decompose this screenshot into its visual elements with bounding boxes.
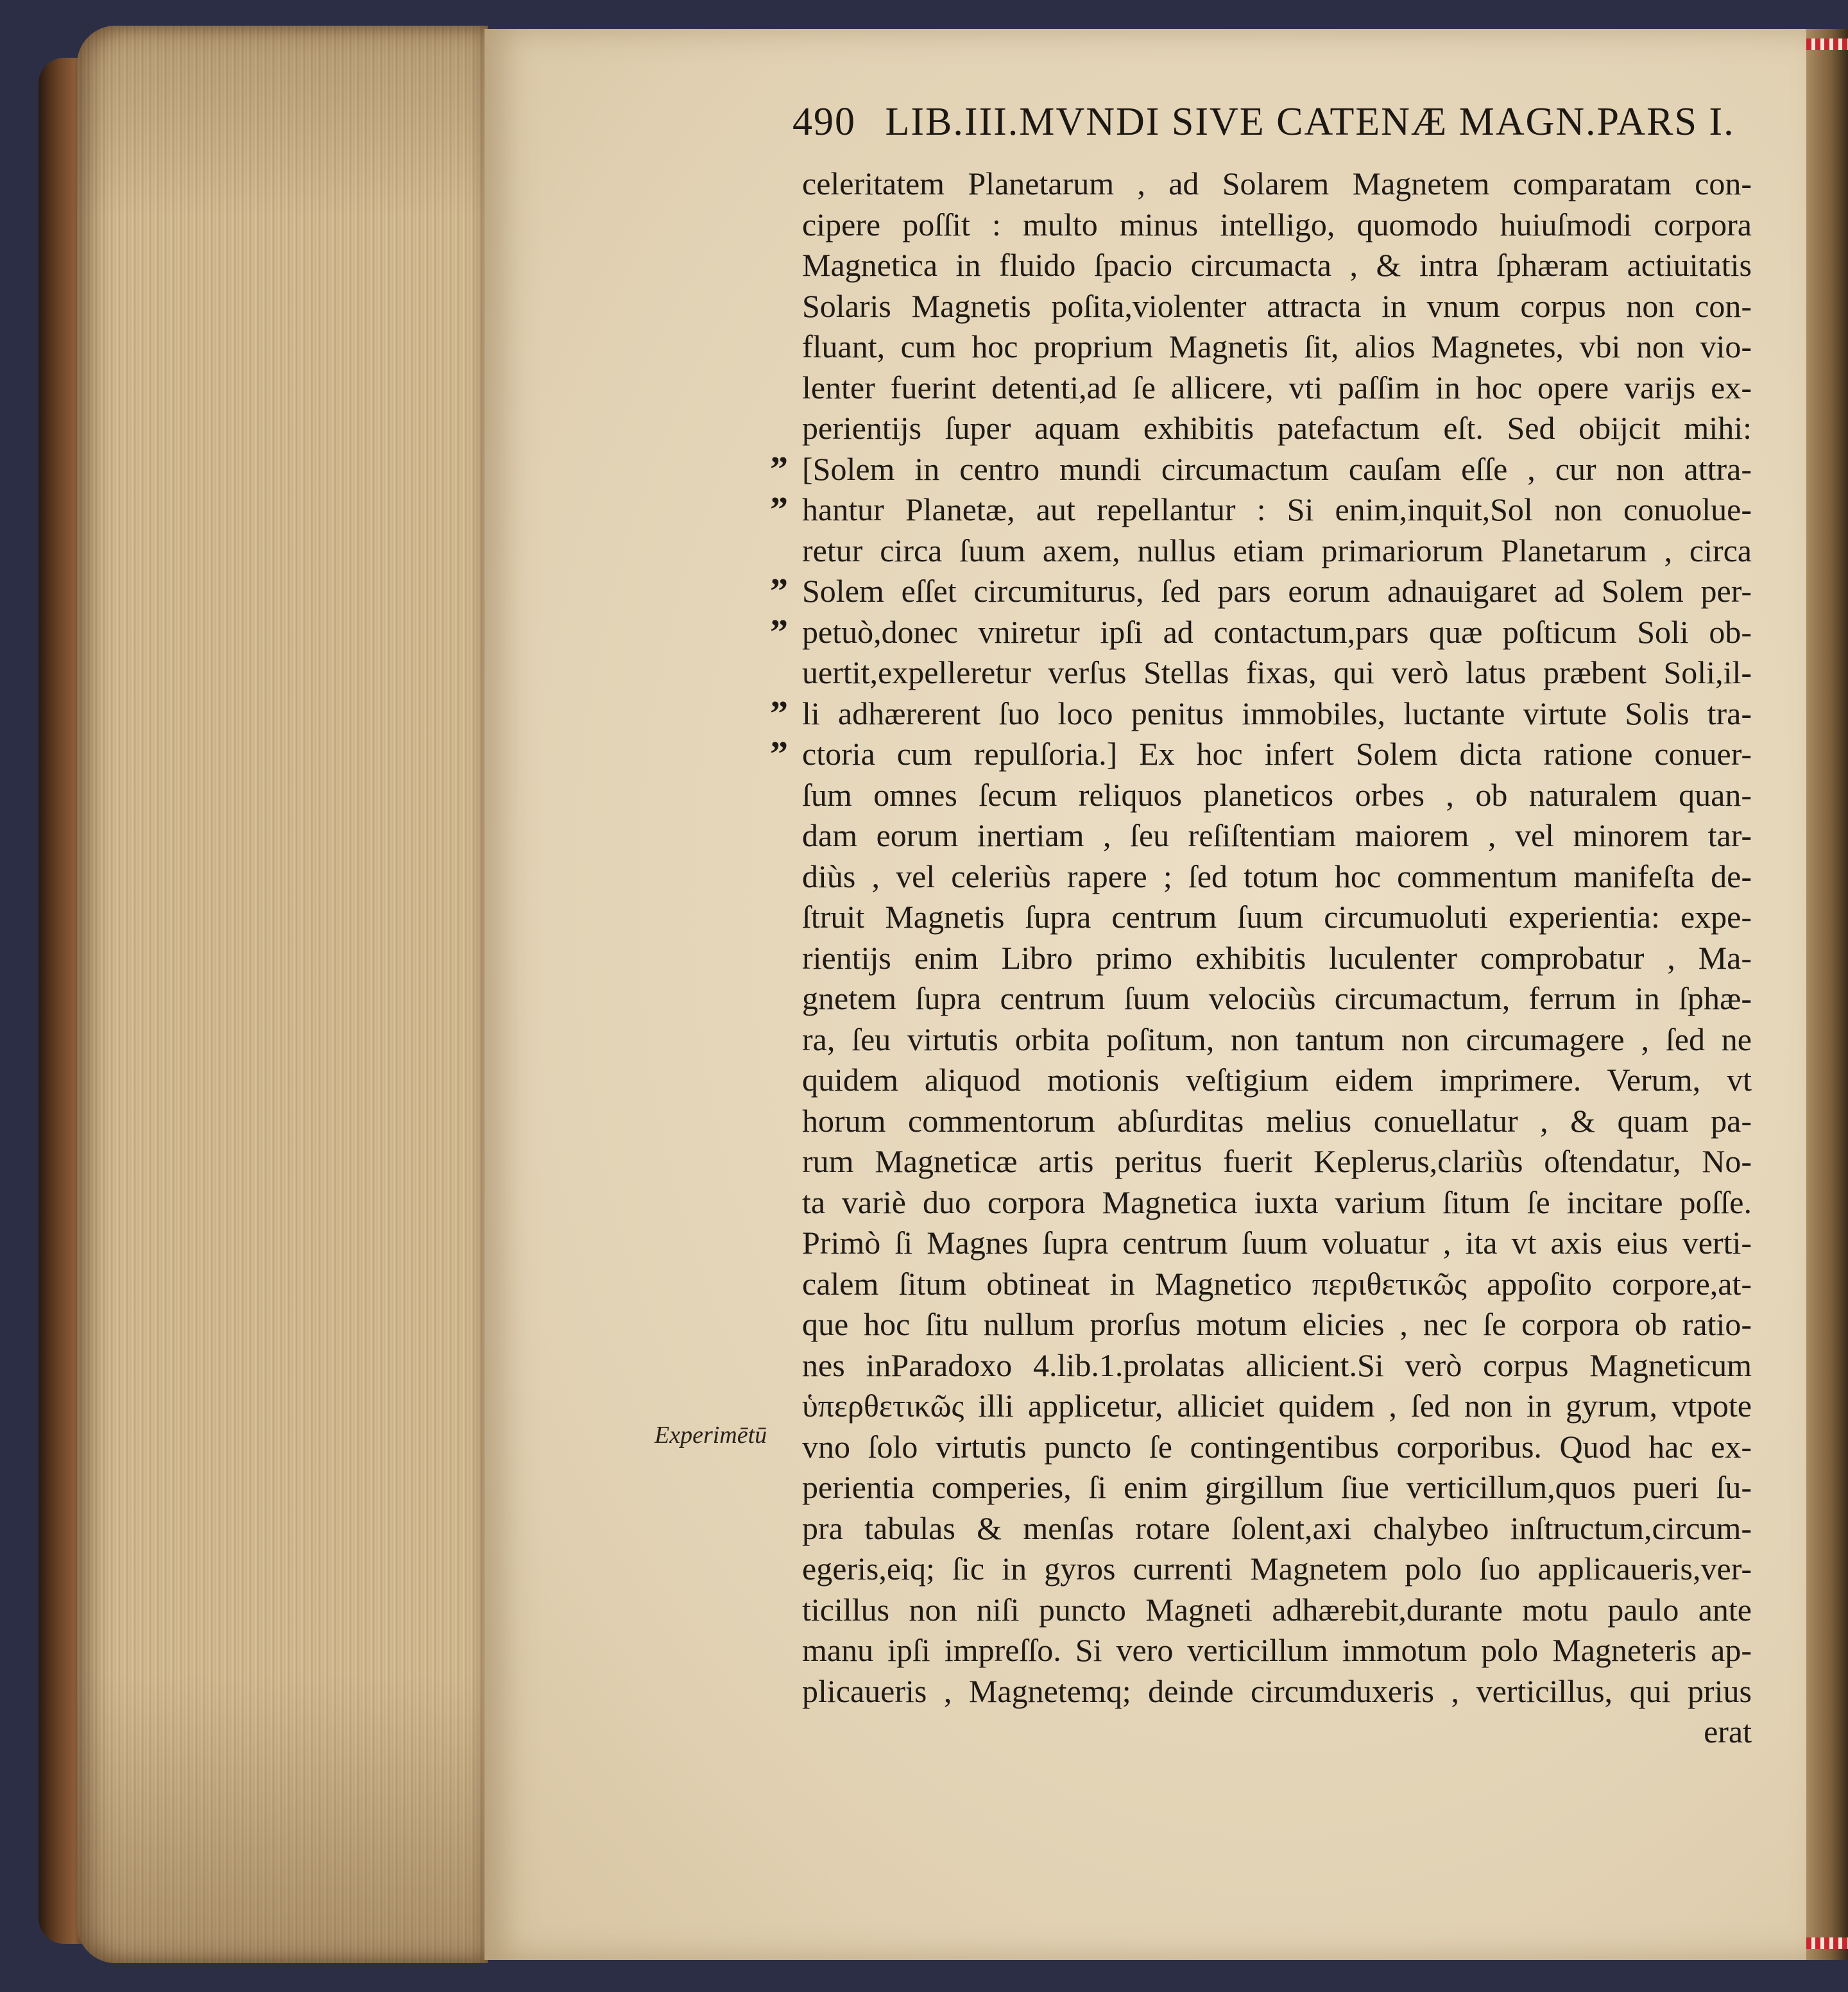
text-line: egeris,eiq; ſic in gyros currenti Magnetem polo ſuo applicaueris,ver-	[802, 1551, 1752, 1587]
text-line: Magnetica in fluido ſpacio circumacta , & intra ſphæram actiuitatis	[802, 247, 1752, 283]
text-line: ta variè duo corpora Magnetica iuxta varium ſitum ſe incitare poſſe.	[802, 1184, 1752, 1220]
text-line: li adhærerent ſuo loco penitus immobiles, luctante virtute Solis tra-	[802, 695, 1752, 731]
text-line: ſum omnes ſecum reliquos planeticos orbes , ob naturalem quan-	[802, 776, 1752, 813]
text-line: dam eorum inertiam , ſeu reſiſtentiam maiorem , vel minorem tar-	[802, 817, 1752, 853]
bookmark-ribbon-bottom	[1806, 1937, 1848, 1949]
text-line: lenter fuerint detenti,ad ſe allicere, vti paſſim in hoc opere varijs ex-	[802, 369, 1752, 405]
text-line: petuò,donec vniretur ipſi ad contactum,pars quæ poſticum Soli ob-	[802, 613, 1752, 650]
page-block-edges	[77, 26, 488, 1963]
text-line: uertit,expelleretur verſus Stellas fixas, qui verò latus præbent Soli,il-	[802, 654, 1752, 690]
text-line: ra, ſeu virtutis orbita poſitum, non tantum non circumagere , ſed ne	[802, 1021, 1752, 1057]
opposite-page-edge	[1806, 29, 1848, 1960]
text-line: vno ſolo virtutis puncto ſe contingentibus corporibus. Quod hac ex-	[802, 1428, 1752, 1465]
quote-mark: ”	[770, 612, 788, 652]
text-line: [Solem in centro mundi circumactum cauſam eſſe , cur non attra-	[802, 450, 1752, 487]
text-line: perientijs ſuper aquam exhibitis patefactum eſt. Sed obijcit mihi:	[802, 410, 1752, 446]
quote-mark: ”	[770, 572, 788, 611]
text-line: ὑπερθετικῶς illi applicetur, alliciet quidem , ſed non in gyrum, vtpote	[802, 1388, 1752, 1424]
text-line: manu ipſi impreſſo. Si vero verticillum immotum polo Magneteris ap-	[802, 1632, 1752, 1668]
text-line: rum Magneticæ artis peritus fuerit Keplerus,clariùs oſtendatur, No-	[802, 1143, 1752, 1179]
text-line: Primò ſi Magnes ſupra centrum ſuum voluatur , ita vt axis eius verti-	[802, 1225, 1752, 1261]
text-line: diùs , vel celeriùs rapere ; ſed totum hoc commentum manifeſta de-	[802, 858, 1752, 894]
text-line: plicaueris , Magnetemq; deinde circumduxeris , verticillus, qui prius	[802, 1673, 1752, 1709]
running-head	[792, 96, 1774, 148]
text-line: fluant, cum hoc proprium Magnetis ſit, alios Magnetes, vbi non vio-	[802, 328, 1752, 364]
page-number: 490	[792, 100, 856, 144]
text-line: que hoc ſitu nullum prorſus motum elicies , nec ſe corpora ob ratio-	[802, 1306, 1752, 1342]
text-line: ſtruit Magnetis ſupra centrum ſuum circumuoluti experientia: expe-	[802, 899, 1752, 935]
text-line: Solem eſſet circumiturus, ſed pars eorum adnauigaret ad Solem per-	[802, 573, 1752, 609]
text-line: perientia comperies, ſi enim girgillum ſiue verticillum,quos pueri ſu-	[802, 1469, 1752, 1505]
text-line: celeritatem Planetarum , ad Solarem Magnetem comparatam con-	[802, 166, 1752, 201]
text-line: retur circa ſuum axem, nullus etiam primariorum Planetarum , circa	[802, 532, 1752, 568]
running-head-title: LIB.III.MVNDI SIVE CATENÆ MAGN.PARS I.	[885, 100, 1735, 144]
text-line: erat	[1704, 1714, 1752, 1749]
text-line: horum commentorum abſurditas melius conuellatur , & quam pa-	[802, 1102, 1752, 1139]
text-line: gnetem ſupra centrum ſuum velociùs circumactum, ferrum in ſphæ-	[802, 980, 1752, 1016]
text-line: rientijs enim Libro primo exhibitis luculenter comprobatur , Ma-	[802, 939, 1752, 976]
text-line: nes inParadoxo 4.lib.1.prolatas allicient.Si verò corpus Magneticum	[802, 1347, 1752, 1383]
quote-mark: ”	[770, 735, 788, 774]
text-line: pra tabulas & menſas rotare ſolent,axi chalybeo inſtructum,circum-	[802, 1510, 1752, 1546]
body-text	[802, 164, 1752, 1753]
text-line: calem ſitum obtineat in Magnetico περιθετικῶς appoſito corpore,at-	[802, 1265, 1752, 1302]
quote-mark: ”	[770, 490, 788, 530]
margin-note: Experimētū	[654, 1422, 767, 1449]
text-line: ctoria cum repulſoria.] Ex hoc infert Solem dicta ratione conuer-	[802, 736, 1752, 772]
text-line: hantur Planetæ, aut repellantur : Si enim,inquit,Sol non conuolue-	[802, 491, 1752, 527]
text-line: ticillus non niſi puncto Magneti adhærebit,durante motu paulo ante	[802, 1591, 1752, 1628]
bookmark-ribbon-top	[1806, 38, 1848, 50]
quote-mark: ”	[770, 694, 788, 734]
quote-mark: ”	[770, 449, 788, 489]
text-line: Solaris Magnetis poſita,violenter attracta in vnum corpus non con-	[802, 287, 1752, 324]
text-line: cipere poſſit : multo minus intelligo, quomodo huiuſmodi corpora	[802, 206, 1752, 243]
text-line: quidem aliquod motionis veſtigium eidem imprimere. Verum, vt	[802, 1062, 1752, 1098]
